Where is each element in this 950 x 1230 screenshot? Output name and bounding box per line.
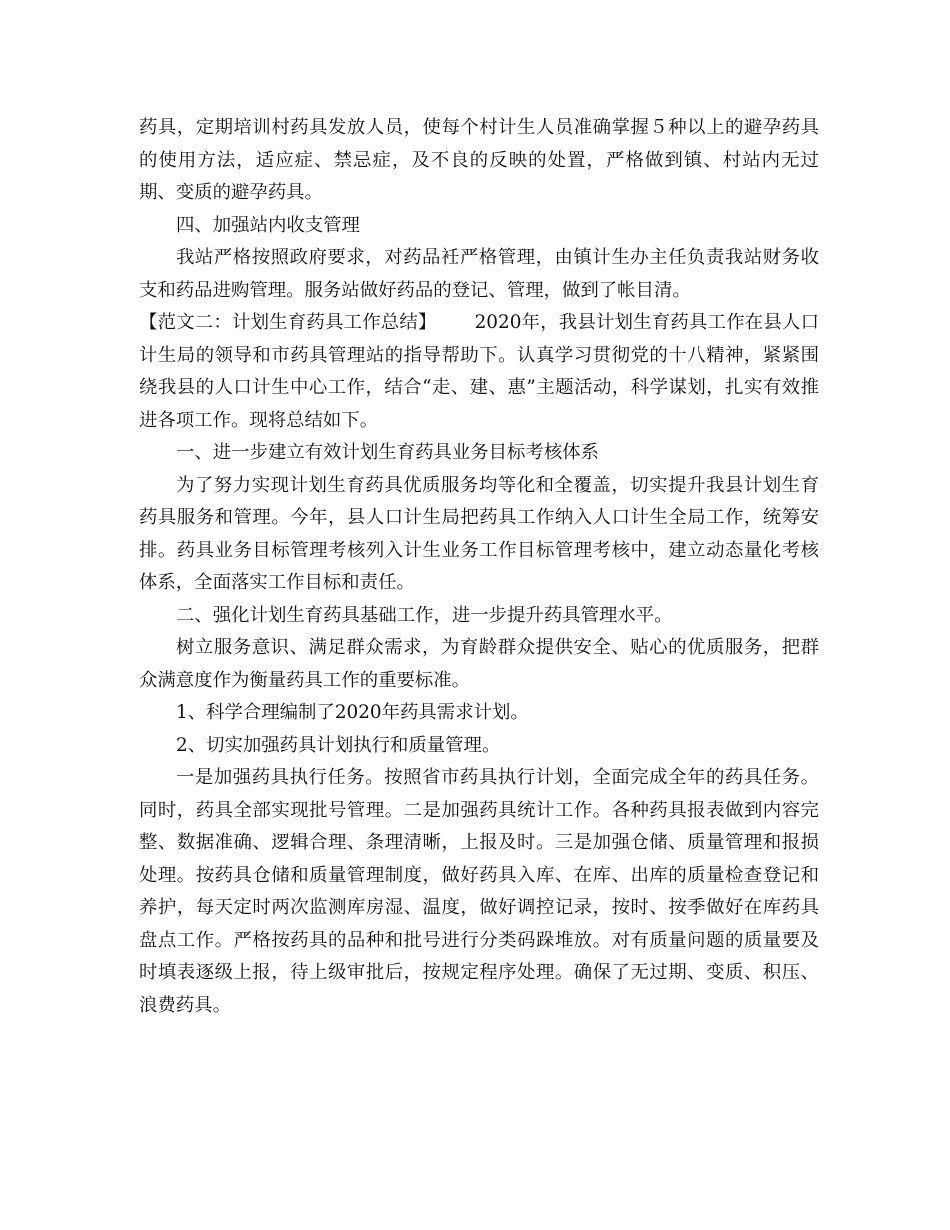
list-item-demand-plan: 1、科学合理编制了2020年药具需求计划。 [176,702,529,723]
sample-two-intro: 2020年，我县计划生育药具工作在县人口计生局的领导和市药具管理站的指导帮助下。认真学习贯彻党的十八精神，紧紧围绕我县的人口计生中心工作，结合“走、建、惠”主题活动，科学谋划，扎实有效推进各项工作。现将总结如下。 [139,312,819,431]
paragraph-contraceptive-training: 药具，定期培训村药具发放人员，使每个村计生人员准确掌握５种以上的避孕药具的使用方法，适应症、禁忌症，及不良的反映的处置，严格做到镇、村站内无过期、变质的避孕药具。 [139,117,819,203]
paragraph-assessment-system: 为了努力实现计划生育药具优质服务均等化和全覆盖，切实提升我县计划生育药具服务和管理。今年，县人口计生局把药具工作纳入人口计生全局工作，统筹安排。药具业务目标管理考核列入计生业务工作目标管理考核中，建立动态量化考核体系，全面落实工作目标和责任。 [139,474,819,593]
paragraph-finance-management: 我站严格按照政府要求，对药品衽严格管理，由镇计生办主任负责我站财务收支和药品进购管理。服务站做好药品的登记、管理，做到了帐目清。 [139,247,819,301]
document-body [139,112,819,1022]
sample-two-title: 【范文二：计划生育药具工作总结】 [139,312,437,333]
section-heading-two: 二、强化计划生育药具基础工作，进一步提升药具管理水平。 [176,604,673,626]
paragraph-sample-two [139,307,819,437]
paragraph-execution-details: 一是加强药具执行任务。按照省市药具执行计划，全面完成全年的药具任务。同时，药具全部实现批号管理。二是加强药具统计工作。各种药具报表做到内容完整、数据准确、逻辑合理、条理清晰，上报及时。三是加强仓储、质量管理和报损处理。按药具仓储和质量管理制度，做好药具入库、在库、出库的质量检查登记和养护，每天定时两次监测库房湿、温度，做好调控记录，按时、按季做好在库药具盘点工作。严格按药具的品种和批号进行分类码跺堆放。对有质量问题的质量要及时填表逐级上报，待上级审批后，按规定程序处理。确保了无过期、变质、积压、浪费药具。 [139,767,819,1016]
section-heading-one: 一、进一步建立有效计划生育药具业务目标考核体系 [176,442,599,463]
list-item-quality-management: 2、切实加强药具计划执行和质量管理。 [176,734,501,756]
paragraph-service-awareness: 树立服务意识、满足群众需求，为育龄群众提供安全、贴心的优质服务，把群众满意度作为衡量药具工作的重要标准。 [139,637,819,691]
section-heading-four: 四、加强站内收支管理 [176,214,360,236]
